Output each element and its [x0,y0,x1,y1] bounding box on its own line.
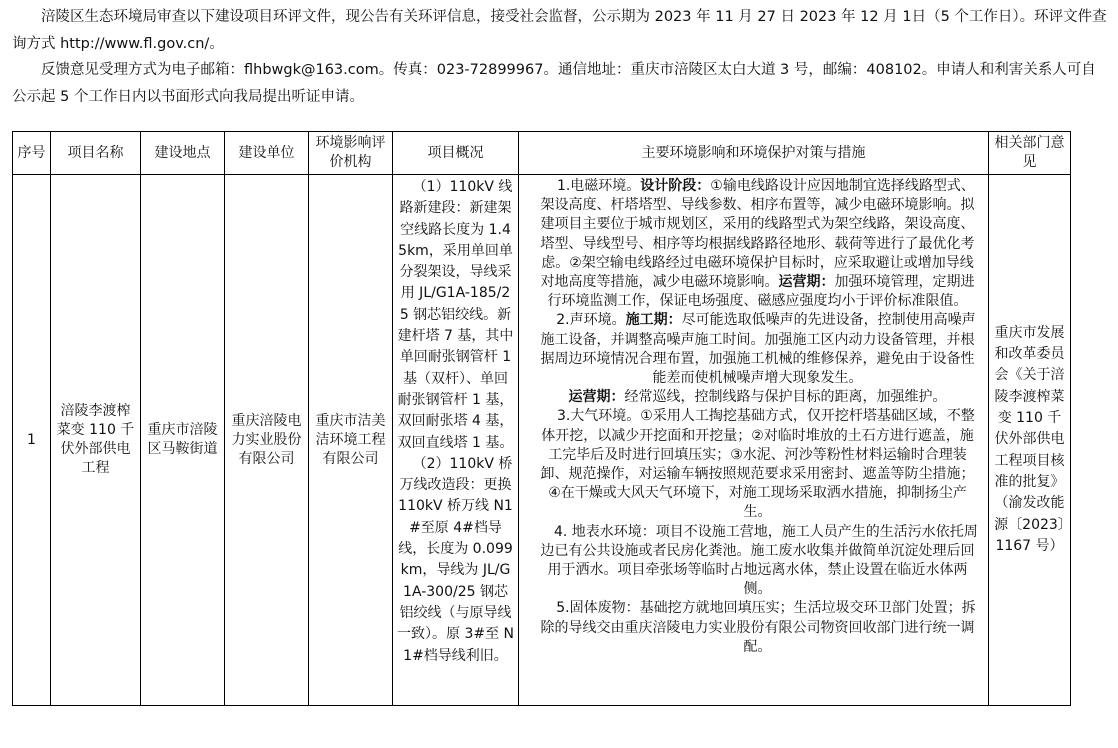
intro-paragraph-feedback: 反馈意见受理方式为电子邮箱：flhbwgk@163.com。传真：023-72899967。通信地址：重庆市涪陵区太白大道 3 号，邮编：408102。申请人和利害关系人可自公示起 5 个工作日内以书面形式向我局提出听证申请。 [12,62,1096,105]
overview-new-line-section: （1）110kV 线路新建段：新建架空线路长度为 1.45km，采用单回单分裂架设，导线采用 JL/G1A-185/25 钢芯铝绞线。新建杆塔 7 基，其中单回耐张钢管杆 1 基（双杆）、单回耐张钢管杆 1 基，双回耐张塔 4 基，双回直线塔 1 基。 [397,179,514,451]
measure-air: 3.大气环境。①采用人工掏挖基础方式，仅开挖杆塔基础区域，不整体开挖，以减少开挖面和开挖量；②对临时堆放的土石方进行遮盖，施工完毕后及时进行回填压实；③水泥、河沙等粉性材料运输时合理装卸、规范操作，对运输车辆按照规范要求采用密封、遮盖等防尘措施；④在干燥或大风天气环境下，对施工现场采取洒水措施，抑制扬尘产生。 [540,408,975,521]
cell-builder: 重庆涪陵电力实业股份有限公司 [225,175,309,706]
header-measures: 主要环境影响和环境保护对策与措施 [519,132,989,175]
project-table [12,131,1071,706]
measure-electromagnetic [537,177,978,311]
intro-paragraph-publicity: 涪陵区生态环境局审查以下建设项目环评文件，现公告有关环评信息，接受社会监督，公示期为 2023 年 11 月 27 日 2023 年 12 月 1日（5 个工作日）。环评文件查询方式 http://www.fl.gov.cn/。 [12,9,1107,52]
measure-noise-operation-text: 经常巡线，控制线路与保护目标的距离，加强维护。 [624,389,947,406]
cell-project-name: 涪陵李渡榨菜变 110 千伏外部供电工程 [51,175,141,706]
header-project-name: 项目名称 [51,132,141,175]
overview-rebuild-section: （2）110kV 桥万线改造段：更换 110kV 桥万线 N1#至原 4#档导线，长度为 0.099km，导线为 JL/G1A-300/25 钢芯铝绞线（与原导线一致）。原 3#至 N1#档导线利旧。 [397,455,514,664]
measure-solid-waste: 5.固体废物：基础挖方就地回填压实；生活垃圾交环卫部门处置；拆除的导线交由重庆涪陵电力实业股份有限公司物资回收部门进行统一调配。 [540,600,976,655]
header-opinion: 相关部门意见 [989,132,1071,175]
announcement-intro [12,4,1108,110]
header-eia-agency: 环境影响评价机构 [309,132,393,175]
measure-em-design-label: 设计阶段： [640,178,711,194]
measure-surface-water: 4. 地表水环境：项目不设施工营地，施工人员产生的生活污水依托周边已有公共设施或者民房化粪池。施工废水收集并做简单沉淀处理后回用于洒水。项目牵张场等临时占地远离水体，禁止设置在临近水体两侧。 [540,523,978,598]
cell-department-opinion: 重庆市发展和改革委员会《关于涪陵李渡榨菜变 110 千伏外部供电工程项目核准的批复》（渝发改能源〔2023〕1167 号） [989,175,1071,706]
cell-location: 重庆市涪陵区马鞍街道 [141,175,225,706]
cell-eia-agency: 重庆市洁美洁环境工程有限公司 [309,175,393,706]
measure-noise [537,311,978,388]
header-builder: 建设单位 [225,132,309,175]
measure-em-operation-label: 运营期： [778,274,835,291]
measure-noise-operation-label: 运营期： [568,389,625,406]
measure-noise-construction-label: 施工期： [625,312,682,329]
cell-index: 1 [13,175,51,706]
header-location: 建设地点 [141,132,225,175]
table-header-row [13,132,1071,175]
table-row [13,175,1071,706]
header-overview: 项目概况 [393,132,519,175]
cell-measures [519,175,989,706]
measure-noise-operation [537,388,978,407]
header-index: 序号 [13,132,51,175]
measure-noise-construction-text: 尽可能选取低噪声的先进设备，控制使用高噪声施工设备，并调整高噪声施工时间。加强施工区内动力设备管理，并根据周边环境情况合理布置，加强施工机械的维修保养，避免由于设备性能差而使机械噪声增大现象发生。 [540,312,976,387]
measure-em-design-text: ①输电线路设计应因地制宜选择线路型式、架设高度、杆塔塔型、导线参数、相序布置等，减少电磁环境影响。拟建项目主要位于城市规划区，采用的线路型式为架空线路，架设高度、塔型、导线型号、相序等均根据线路路径地形、载荷等进行了最优化考虑。②架空输电线路经过电磁环境保护目标时，应采取避让或增加导线对地高度等措施，减少电磁环境影响。 [540,178,975,291]
measure-noise-title: 2.声环境。 [556,312,626,329]
cell-overview [393,175,519,706]
measure-em-operation-text: 加强环境管理，定期进行环境监测工作，保证电场强度、磁感应强度均小于评价标准限值。 [547,274,975,310]
measure-em-title: 1.电磁环境。 [556,178,641,194]
